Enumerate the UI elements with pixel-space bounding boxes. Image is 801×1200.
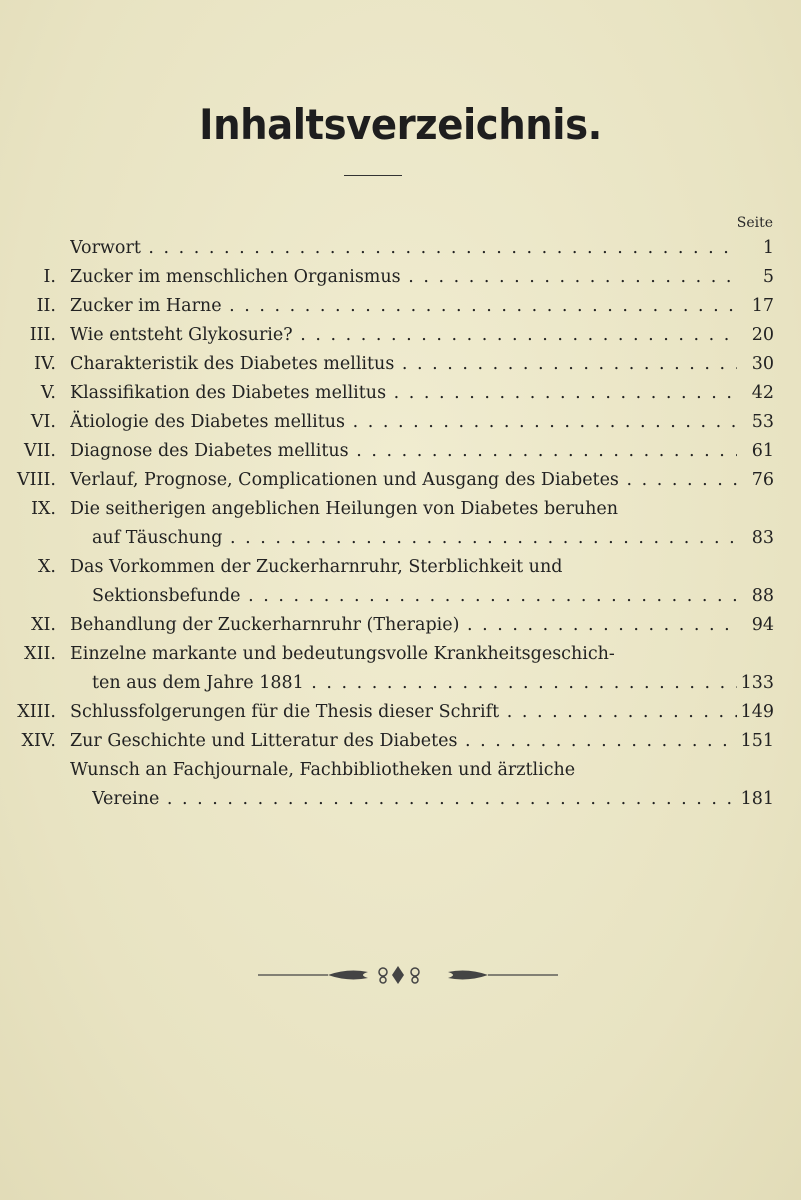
chapter-number: VI. [30, 412, 56, 432]
chapter-number: III. [29, 325, 56, 345]
toc-entry [0, 350, 801, 379]
toc-entry [0, 611, 801, 640]
table-of-contents [0, 234, 801, 814]
toc-entry [0, 437, 801, 466]
chapter-title: Charakteristik des Diabetes mellitus . . . [70, 350, 737, 379]
toc-entry [0, 640, 801, 669]
chapter-title: Ätiologie des Diabetes mellitus . . . [70, 408, 737, 437]
chapter-number: XIV. [21, 731, 56, 751]
toc-entry [0, 582, 801, 611]
page-number: 76 [751, 470, 774, 490]
chapter-title: ten aus dem Jahre 1881 . . . [92, 669, 737, 698]
page-number: 149 [740, 702, 774, 722]
toc-entry [0, 756, 801, 785]
chapter-title: Wie entsteht Glykosurie? . . . [70, 321, 737, 350]
page-number: 42 [751, 383, 774, 403]
ornament-divider-icon [258, 960, 558, 990]
chapter-number: IV. [33, 354, 56, 374]
toc-entry [0, 466, 801, 495]
chapter-number: VIII. [17, 470, 56, 490]
toc-entry [0, 495, 801, 524]
chapter-title: Diagnose des Diabetes mellitus . . . [70, 437, 737, 466]
toc-entry [0, 292, 801, 321]
page-number: 88 [751, 586, 774, 606]
chapter-number: V. [40, 383, 56, 403]
chapter-title: Einzelne markante und bedeutungsvolle Krankheitsgeschich- [70, 644, 615, 664]
page-number: 83 [751, 528, 774, 548]
toc-entry [0, 234, 801, 263]
toc-entry [0, 669, 801, 698]
chapter-number: X. [37, 557, 56, 577]
toc-entry [0, 379, 801, 408]
chapter-title: Verlauf, Prognose, Complicationen und Ausgang des Diabetes . . . [70, 466, 737, 495]
page-number: 5 [762, 267, 774, 287]
chapter-title: Zur Geschichte und Litteratur des Diabetes . . . [70, 727, 737, 756]
page-number: 53 [751, 412, 774, 432]
chapter-title: Zucker im Harne . . . [70, 292, 737, 321]
toc-entry [0, 785, 801, 814]
chapter-number: XII. [24, 644, 56, 664]
page-number: 20 [751, 325, 774, 345]
toc-entry [0, 727, 801, 756]
toc-entry [0, 524, 801, 553]
page-column-header: Seite [736, 215, 773, 231]
chapter-number: VII. [23, 441, 56, 461]
chapter-title: Vorwort . . . [70, 234, 737, 263]
chapter-number: II. [36, 296, 56, 316]
chapter-number: XIII. [17, 702, 56, 722]
page-number: 1 [762, 238, 774, 258]
page-number: 61 [751, 441, 774, 461]
chapter-title: Klassifikation des Diabetes mellitus . . . [70, 379, 737, 408]
title-divider [344, 175, 402, 176]
page-number: 181 [740, 789, 774, 809]
toc-entry [0, 553, 801, 582]
chapter-number: XI. [31, 615, 56, 635]
page-number: 151 [740, 731, 774, 751]
chapter-title: Wunsch an Fachjournale, Fachbibliotheken und ärztliche [70, 760, 576, 780]
page-title: Inhaltsverzeichnis. [199, 100, 602, 149]
chapter-title: Das Vorkommen der Zuckerharnruhr, Sterblichkeit und [70, 557, 563, 577]
toc-entry [0, 698, 801, 727]
page-number: 133 [740, 673, 774, 693]
chapter-title: Schlussfolgerungen für die Thesis dieser Schrift . . . [70, 698, 737, 727]
chapter-title: Sektionsbefunde . . . [92, 582, 737, 611]
chapter-title: auf Täuschung . . . [92, 524, 737, 553]
chapter-title: Die seitherigen angeblichen Heilungen von Diabetes beruhen [70, 499, 619, 519]
page-number: 17 [751, 296, 774, 316]
chapter-title: Behandlung der Zuckerharnruhr (Therapie) . . . [70, 611, 737, 640]
page-number: 94 [751, 615, 774, 635]
toc-entry [0, 263, 801, 292]
chapter-number: IX. [31, 499, 56, 519]
toc-entry [0, 408, 801, 437]
chapter-title: Vereine . . . [92, 785, 737, 814]
page-number: 30 [751, 354, 774, 374]
toc-entry [0, 321, 801, 350]
chapter-number: I. [43, 267, 56, 287]
chapter-title: Zucker im menschlichen Organismus . . . [70, 263, 737, 292]
